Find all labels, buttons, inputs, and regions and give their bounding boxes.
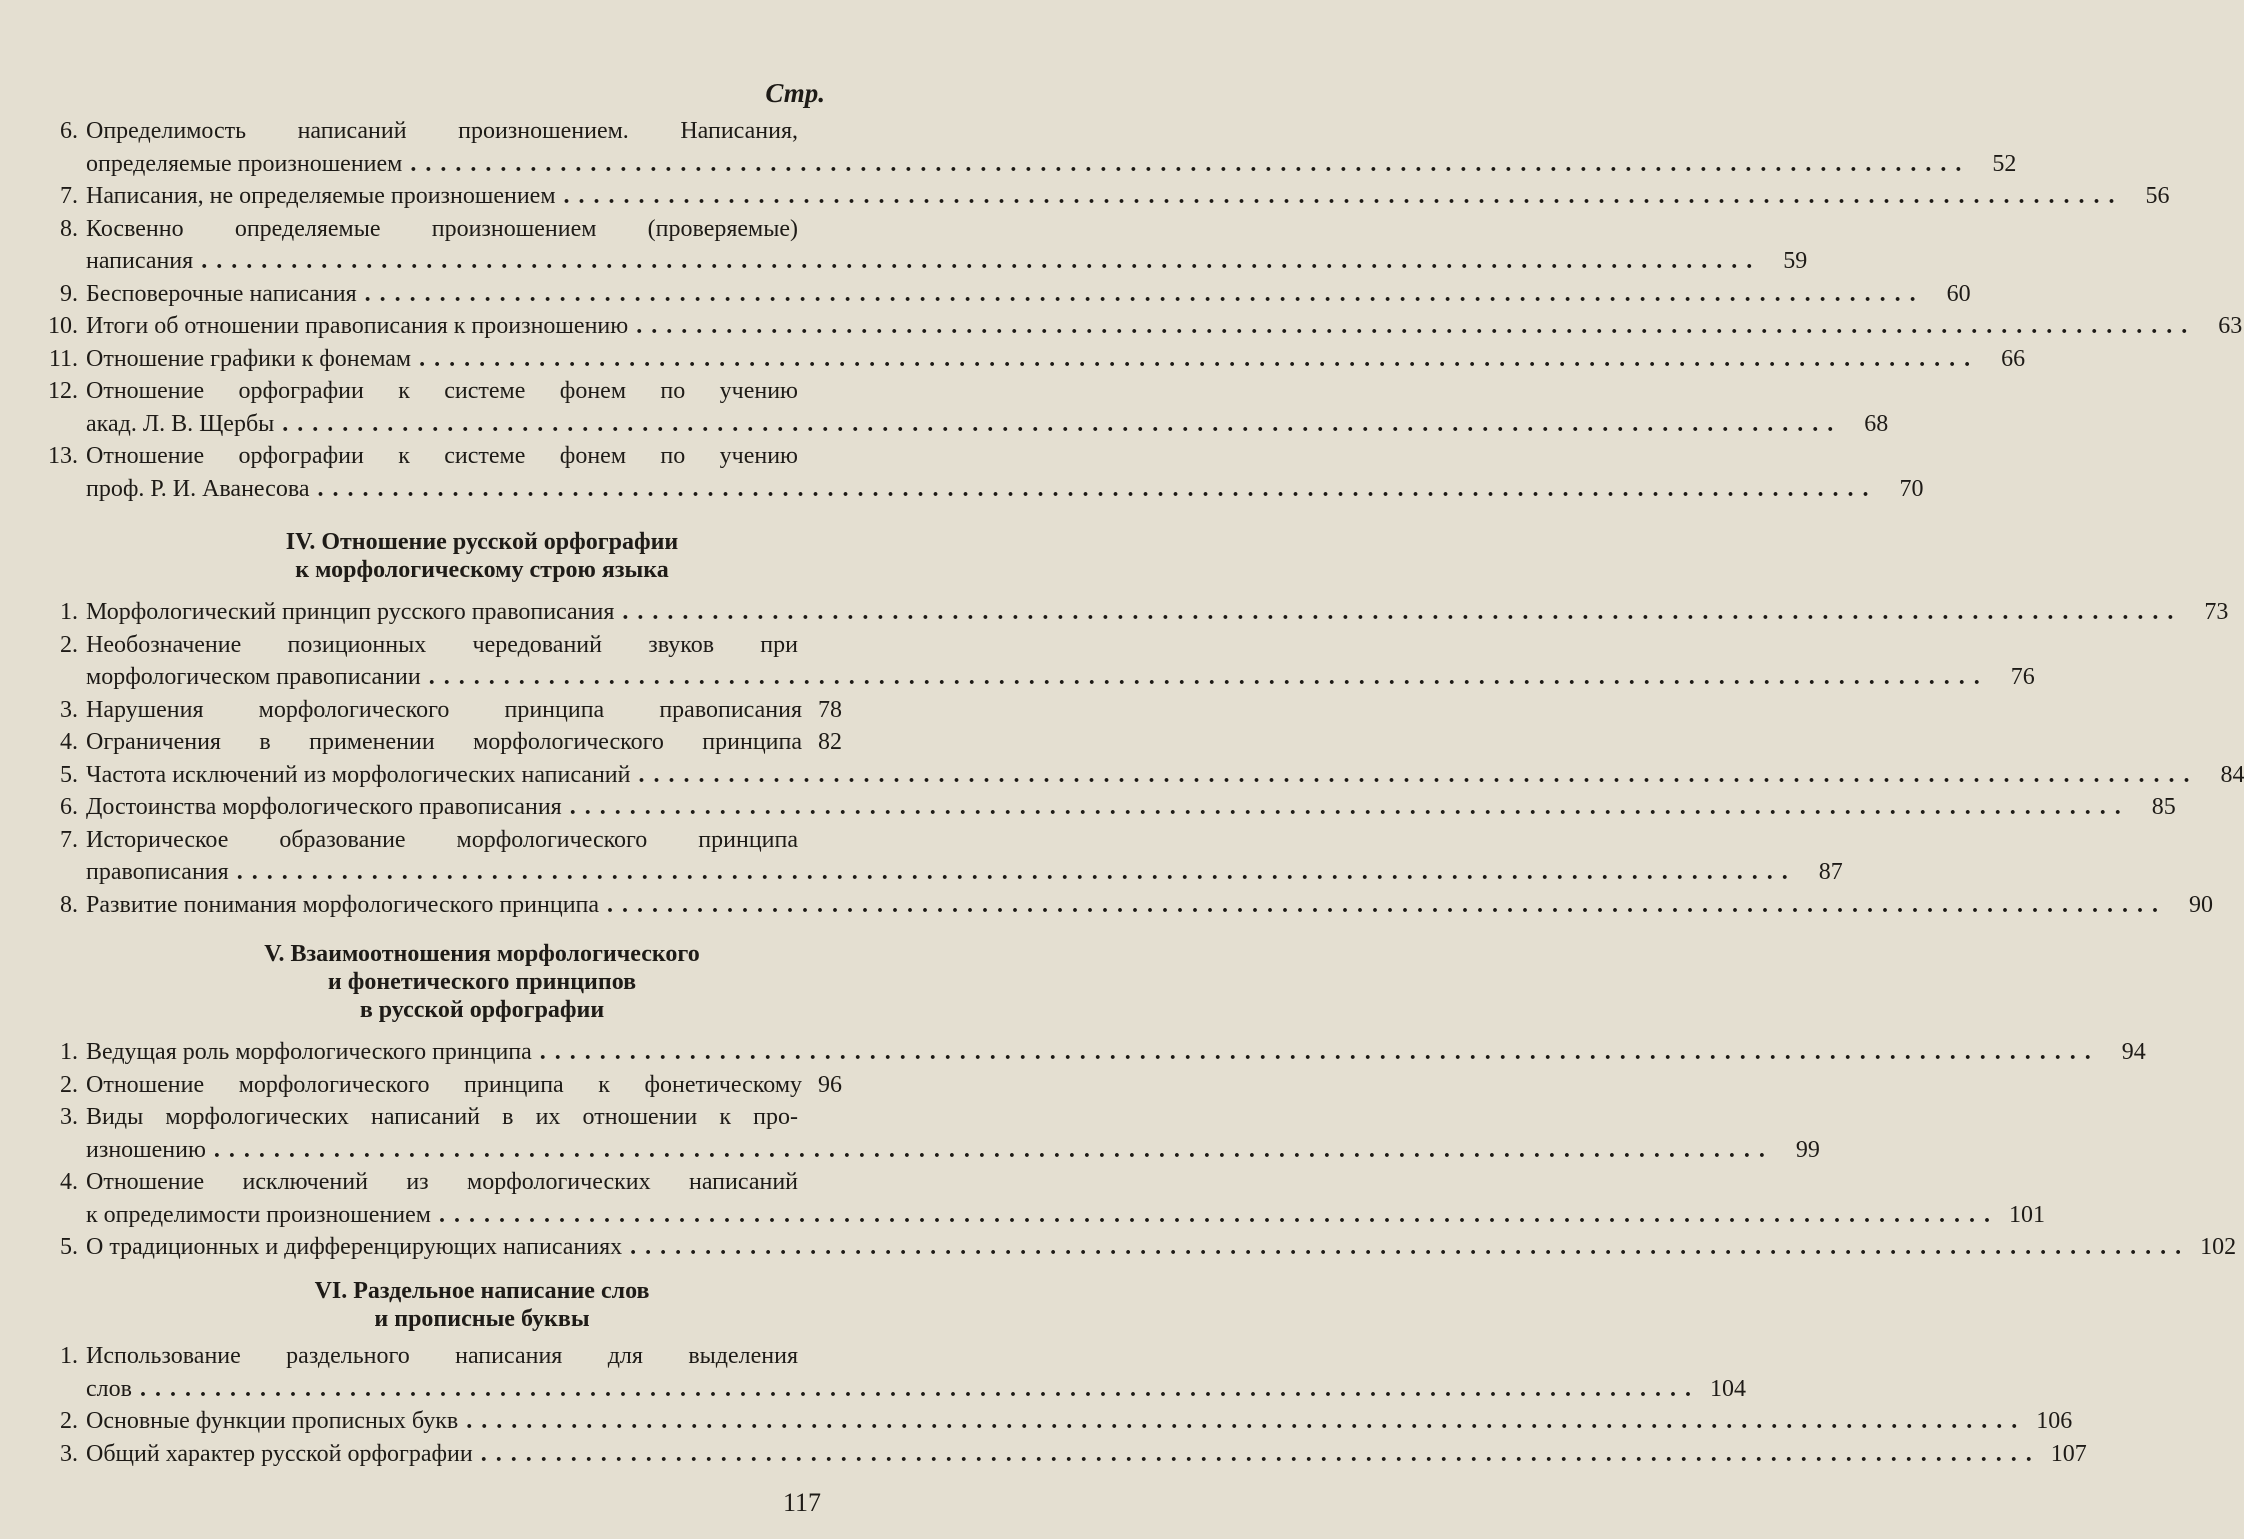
entry-last-line [86,596,2229,629]
entry-last-line [86,889,2214,922]
entry-body [86,375,1889,440]
toc-entry [42,1069,842,1102]
entry-number: 10. [48,313,78,339]
dot-leader: ........................................................................................................ [364,280,1925,307]
entry-title: О традиционных и дифференцирующих написаниях [86,1234,623,1260]
section-heading-iv [42,528,842,584]
page-number: 117 [783,1488,822,1517]
entry-last-line [86,1069,842,1102]
entry-last-line [86,661,2035,694]
entry-title: проф. Р. И. Аванесова [86,475,310,502]
page-ref: 101 [2008,1201,2045,1228]
entry-title: Бесповерочные написания [86,280,357,307]
entry-body [86,278,1971,311]
entry-title: к определимости произношением [86,1201,431,1228]
entry-title: Отношение морфологического принципа к фонетическому [86,1071,802,1098]
toc-entry [42,180,2170,213]
page-ref: 52 [1992,150,2017,177]
entry-title-line: Необозначение позиционных чередований звуков при [86,631,798,658]
dot-leader: ........................................................................................................ [563,183,2124,209]
entry-number: 3. [60,696,78,723]
dot-leader: ........................................................................................................ [630,1234,2191,1260]
heading-line: V. Взаимоотношения морфологического [264,941,700,967]
entry-body [86,440,1924,505]
dot-leader: ........................................................................................................ [466,1408,2027,1434]
entry-body [86,1405,2073,1438]
entry-body [86,1069,842,1102]
entry-body [86,115,2017,180]
entry-title: Общий характер русской орфографии [86,1440,473,1467]
section-iv [42,528,842,584]
entry-title: Итоги об отношении правописания к произношению [86,313,629,339]
dot-leader: ........................................................................................................ [607,891,2168,918]
toc-entry [42,440,1924,505]
entry-last-line [86,856,1843,889]
page-ref: 73 [2204,599,2229,625]
entry-body [86,596,2229,629]
entry-number: 3. [60,1104,78,1130]
dot-leader: ........................................................................................................ [282,410,1843,437]
page-ref: 90 [2189,891,2214,918]
entry-number: 8. [60,891,78,918]
entry-title: акад. Л. В. Щербы [86,410,275,437]
entry-last-line [86,180,2170,213]
page-ref: 68 [1864,410,1889,437]
section-vi-entries [42,1340,2087,1470]
dot-leader: ........................................................................................................ [201,248,1762,274]
entry-last-line [86,1405,2073,1438]
page-ref: 106 [2036,1408,2073,1434]
dot-leader: ........................................................................................................ [236,859,1797,885]
entry-title-line: Отношение орфографии к системе фонем по учению [86,443,798,469]
toc-entry [42,310,2243,343]
section-heading-v [42,940,842,1024]
section-heading-vi [42,1277,842,1333]
entry-title: написания [86,248,194,274]
section-vi [42,1277,842,1333]
section-iv-entries [42,596,2244,921]
entry-number: 5. [60,1234,78,1260]
entry-last-line [86,791,2176,824]
dot-leader: ........................................................................................................ [638,761,2199,788]
entry-number: 12. [48,378,78,404]
entry-body [86,791,2176,824]
entry-number: 7. [60,183,78,209]
entry-number: 3. [60,1440,78,1467]
page-ref: 85 [2151,794,2176,820]
page-ref: 104 [1709,1375,1746,1402]
entry-last-line [86,343,2026,376]
entry-number: 4. [60,729,78,755]
entry-title: Нарушения морфологического принципа правописания [86,696,802,723]
dot-leader: ........................................................................................................ [569,794,2130,820]
entry-number: 2. [60,1408,78,1434]
entry-title: правописания [86,859,229,885]
entry-body [86,759,2244,792]
entry-number: 8. [60,215,78,242]
page-ref: 96 [818,1071,842,1098]
toc-entry [42,889,2214,922]
page-ref: 63 [2218,313,2243,339]
toc-entry [42,824,1843,889]
entry-title-line: Использование раздельного написания для выделения [86,1343,798,1369]
toc-entry [42,343,2026,376]
entry-body [86,824,1843,889]
dot-leader: ........................................................................................................ [410,150,1971,177]
entry-title: Достоинства морфологического правописания [86,794,562,820]
entry-number: 5. [60,761,78,788]
heading-line: и фонетического принципов [327,969,637,995]
dot-leader: ........................................................................................................ [419,345,1980,372]
heading-line: VI. Раздельное написание слов [314,1278,650,1304]
entry-last-line [86,694,842,727]
page-ref: 59 [1783,248,1808,274]
entry-last-line [86,1373,1746,1406]
entry-number: 6. [60,118,78,144]
entry-body [86,1231,2237,1264]
entry-body [86,1166,2045,1231]
dot-leader: ........................................................................................................ [480,1440,2041,1467]
page-ref: 84 [2220,761,2244,788]
entry-body [86,180,2170,213]
page-ref: 107 [2050,1440,2087,1467]
entry-number: 13. [48,443,78,469]
entry-body [86,1340,1746,1405]
toc-entry [42,1438,2087,1471]
page-ref: 87 [1818,859,1843,885]
entry-title: Основные функции прописных букв [86,1408,459,1434]
entry-title: изношению [86,1136,206,1163]
toc-entry [42,375,1889,440]
entry-last-line [86,473,1924,506]
entry-number: 1. [60,1039,78,1065]
toc-entry [42,1231,2237,1264]
page-ref: 66 [2001,345,2026,372]
dot-leader: ........................................................................................................ [213,1136,1774,1163]
section-v [42,940,842,1024]
entry-last-line [86,759,2244,792]
page-ref: 60 [1946,280,1971,307]
toc-entry [42,791,2176,824]
dot-leader: ........................................................................................................ [539,1039,2100,1065]
entry-body [86,310,2243,343]
section-v-entries [42,1036,2237,1264]
entry-title: Написания, не определяемые произношением [86,183,556,209]
page-ref: 102 [2200,1234,2237,1260]
entry-number: 9. [60,280,78,307]
toc-entry [42,1036,2146,1069]
entry-number: 11. [48,345,78,372]
toc-entry [42,1405,2073,1438]
toc-entry [42,726,842,759]
entry-last-line [86,278,1971,311]
entry-title: Морфологический принцип русского правописания [86,599,615,625]
entry-title: определяемые произношением [86,150,403,177]
entry-body [86,694,842,727]
entry-last-line [86,148,2017,181]
entry-title-line: Косвенно определяемые произношением (проверяемые) [86,215,798,242]
entry-number: 7. [60,826,78,853]
entry-body [86,1101,1820,1166]
entry-last-line [86,408,1889,441]
entry-last-line [86,1134,1820,1167]
toc-entry [42,759,2244,792]
dot-leader: ........................................................................................................ [139,1375,1700,1402]
toc-entry [42,278,1971,311]
toc-entry [42,213,1808,278]
entry-title: Развитие понимания морфологического принципа [86,891,600,918]
entry-body [86,1036,2146,1069]
entry-number: 4. [60,1169,78,1195]
entry-title-line: Определимость написаний произношением. Написания, [86,118,798,144]
toc-entry [42,1340,1746,1405]
toc-entry [42,596,2229,629]
dot-leader: ........................................................................................................ [636,313,2197,339]
entry-body [86,213,1808,278]
entry-number: 1. [60,1343,78,1369]
entry-last-line [86,726,842,759]
entry-title: Ведущая роль морфологического принципа [86,1039,532,1065]
page-ref: 99 [1795,1136,1820,1163]
entry-number: 1. [60,599,78,625]
entry-title: Ограничения в применении морфологического принципа [86,729,802,755]
toc-entry [42,629,2035,694]
entry-body [86,889,2214,922]
dot-leader: ........................................................................................................ [428,664,1989,690]
toc-entry [42,1166,2045,1231]
entry-last-line [86,1199,2045,1232]
entry-last-line [86,1438,2087,1471]
entry-body [86,726,842,759]
entry-body [86,1438,2087,1471]
page-ref: 56 [2145,183,2170,209]
toc-entry [42,115,2017,180]
entry-last-line [86,1036,2146,1069]
entry-title-line: Виды морфологических написаний в их отношении к про- [86,1104,798,1130]
entry-title: слов [86,1375,132,1402]
entry-title-line: Отношение орфографии к системе фонем по учению [86,378,798,404]
entry-last-line [86,310,2243,343]
entry-title: Частота исключений из морфологических написаний [86,761,631,788]
heading-line: к морфологическому строю языка [295,557,669,583]
page-ref: 82 [818,729,842,755]
dot-leader: ........................................................................................................ [317,475,1878,502]
entry-number: 2. [60,1071,78,1098]
heading-line: IV. Отношение русской орфографии [285,529,679,555]
toc-entry [42,1101,1820,1166]
heading-line: и прописные буквы [374,1306,590,1332]
entry-last-line [86,245,1808,278]
page-column-label: Стр. [765,78,825,108]
entry-last-line [86,1231,2237,1264]
entry-number: 2. [60,631,78,658]
dot-leader: ........................................................................................................ [622,599,2183,625]
entry-title: Отношение графики к фонемам [86,345,412,372]
entry-title-line: Отношение исключений из морфологических написаний [86,1169,798,1195]
page-ref: 94 [2121,1039,2146,1065]
section-iii-continued [42,115,2243,505]
entry-body [86,343,2026,376]
entry-number: 6. [60,794,78,820]
dot-leader: ........................................................................................................ [438,1201,1999,1228]
heading-line: в русской орфографии [359,997,605,1023]
page-ref: 78 [818,696,842,723]
page-ref: 76 [2010,664,2035,690]
entry-title-line: Историческое образование морфологического принципа [86,826,798,853]
entry-title: морфологическом правописании [86,664,421,690]
toc-entry [42,694,842,727]
entry-body [86,629,2035,694]
page-ref: 70 [1899,475,1924,502]
